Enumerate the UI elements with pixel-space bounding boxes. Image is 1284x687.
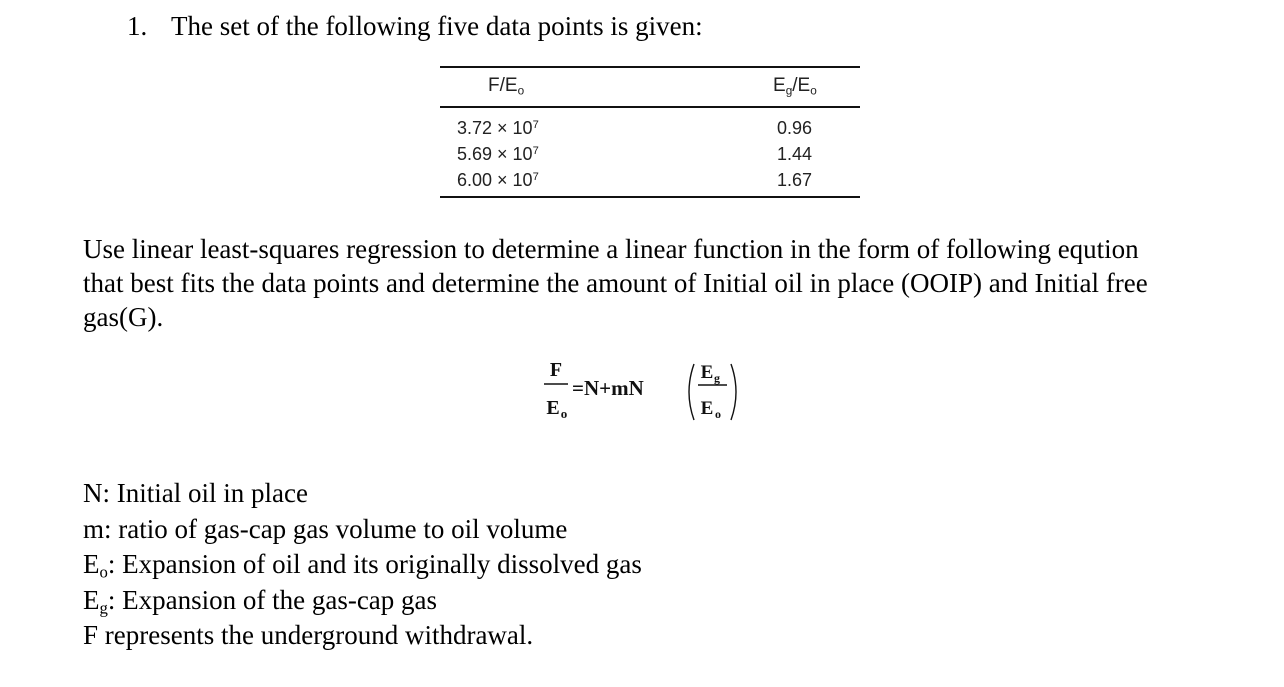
table-top-rule [440,66,860,68]
instructions-line: that best fits the data points and determine the amount of Initial oil in place (OOIP) and Initial free [83,268,1148,298]
symbol-definitions [83,476,642,654]
table-bottom-rule [440,196,860,198]
material-balance-equation [539,352,749,432]
equation-rhs: =N+mN [572,376,644,400]
definition-n: N: Initial oil in place [83,478,308,508]
equation-left-paren [689,364,694,420]
equation-paren-denominator: E [700,398,714,419]
equation-right-paren [731,364,736,420]
question-heading [127,8,703,44]
definition-eg: $E_g$: Expansion of the gas-cap gas [83,584,438,618]
equation-paren-numerator-sub: g [714,371,720,385]
instructions-paragraph [83,232,1233,334]
data-table [440,66,860,199]
instructions-line: gas(G). [83,302,164,332]
table-header-eg-over-eo: $E_g/E_o$ [773,75,817,98]
equation-lhs-denominator-sub: o [560,406,568,421]
definition-m: m: ratio of gas-cap gas volume to oil volume [83,513,568,544]
table-header-f-over-eo: $F/E_o$ [488,75,525,98]
table-cell-f-eo: $6.00 \times 10^7$ [457,170,539,190]
question-number: 1. [127,11,148,41]
equation-paren-denominator-sub: o [715,407,721,421]
question-heading-text: The set of the following five data points is given: [171,11,703,41]
table-cell-eg-eo: 0.96 [777,118,813,138]
instructions-line: Use linear least-squares regression to determine a linear function in the form of following eqution [83,234,1139,264]
table-cell-eg-eo: 1.44 [777,144,813,164]
equation-lhs-denominator: E [546,397,560,419]
table-cell-eg-eo: 1.67 [777,170,813,190]
table-cell-f-eo: $5.69 \times 10^7$ [457,144,539,164]
definition-f: F represents the underground withdrawal. [83,620,534,650]
table-cell-f-eo: $3.72 \times 10^7$ [457,118,539,138]
equation-paren-numerator: E [700,362,714,383]
definition-eo: $E_o$: Expansion of oil and its originally dissolved gas [83,549,642,582]
table-header-rule [440,106,860,108]
equation-lhs-numerator: F [549,359,563,381]
